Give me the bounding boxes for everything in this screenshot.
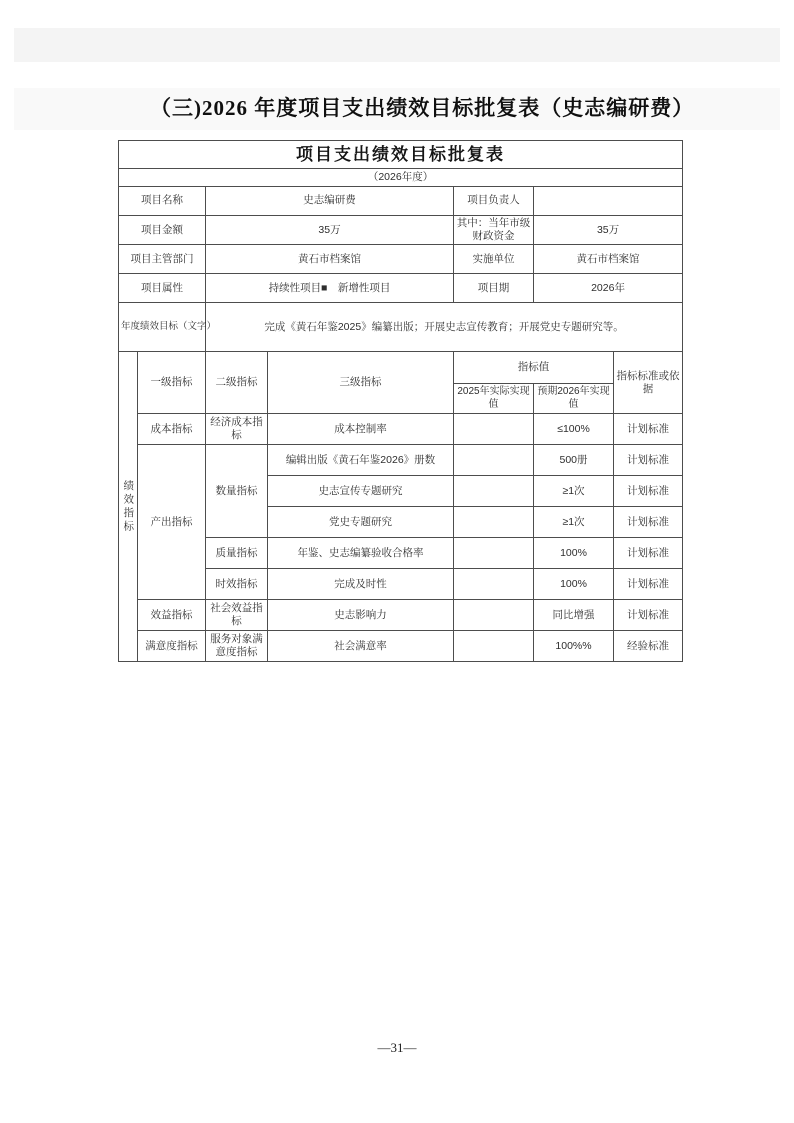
value-2025 xyxy=(454,600,534,631)
table-row xyxy=(119,600,683,631)
standard-cell: 计划标准 xyxy=(614,507,683,538)
indicator-l3: 编辑出版《黄石年鉴2026》册数 xyxy=(268,445,454,476)
value-2026: 100%% xyxy=(534,631,614,662)
table-row xyxy=(119,187,683,216)
indicator-l2: 服务对象满意度指标 xyxy=(206,631,268,662)
indicator-l2: 数量指标 xyxy=(206,445,268,538)
table-row xyxy=(119,445,683,476)
city-fund-value: 35万 xyxy=(534,216,683,245)
value-2026: 同比增强 xyxy=(534,600,614,631)
indicator-l1: 成本指标 xyxy=(138,414,206,445)
table-subtitle: （2026年度） xyxy=(119,169,683,187)
value-2025 xyxy=(454,569,534,600)
project-period-label: 项目期 xyxy=(454,274,534,303)
side-label-cell xyxy=(119,352,138,662)
value-2025 xyxy=(454,507,534,538)
standard-cell: 计划标准 xyxy=(614,538,683,569)
city-fund-label: 其中：当年市级财政资金 xyxy=(454,216,534,245)
table-row xyxy=(119,303,683,352)
side-label-performance-indicators: 绩效指标 xyxy=(122,479,135,534)
indicator-l2: 时效指标 xyxy=(206,569,268,600)
standard-cell: 计划标准 xyxy=(614,569,683,600)
table-row xyxy=(119,414,683,445)
project-name-value: 史志编研费 xyxy=(206,187,454,216)
indicator-l3: 年鉴、史志编纂验收合格率 xyxy=(268,538,454,569)
header-value-group: 指标值 xyxy=(454,352,614,384)
section-heading: （三)2026 年度项目支出绩效目标批复表（史志编研费） xyxy=(150,96,695,120)
header-level3: 三级指标 xyxy=(268,352,454,414)
project-amount-value: 35万 xyxy=(206,216,454,245)
project-leader-value xyxy=(534,187,683,216)
value-2025 xyxy=(454,631,534,662)
header-level2: 二级指标 xyxy=(206,352,268,414)
indicator-l2: 社会效益指标 xyxy=(206,600,268,631)
value-2025 xyxy=(454,445,534,476)
annual-goal-label: 年度绩效目标（文字） xyxy=(119,303,206,352)
indicator-l2: 质量指标 xyxy=(206,538,268,569)
scan-artifact-band xyxy=(14,28,780,62)
indicator-l3: 社会满意率 xyxy=(268,631,454,662)
indicator-l1: 产出指标 xyxy=(138,445,206,600)
impl-unit-label: 实施单位 xyxy=(454,245,534,274)
value-2026: ≥1次 xyxy=(534,507,614,538)
table-row xyxy=(119,274,683,303)
project-leader-label: 项目负责人 xyxy=(454,187,534,216)
standard-cell: 经验标准 xyxy=(614,631,683,662)
table-header-row xyxy=(119,352,683,384)
indicator-l3: 史志宣传专题研究 xyxy=(268,476,454,507)
standard-cell: 计划标准 xyxy=(614,600,683,631)
value-2026: 100% xyxy=(534,538,614,569)
standard-cell: 计划标准 xyxy=(614,414,683,445)
header-level1: 一级指标 xyxy=(138,352,206,414)
dept-value: 黄石市档案馆 xyxy=(206,245,454,274)
performance-target-table xyxy=(118,140,682,662)
dept-label: 项目主管部门 xyxy=(119,245,206,274)
indicator-l3: 史志影响力 xyxy=(268,600,454,631)
impl-unit-value: 黄石市档案馆 xyxy=(534,245,683,274)
table-row xyxy=(119,216,683,245)
indicator-l3: 党史专题研究 xyxy=(268,507,454,538)
value-2026: ≥1次 xyxy=(534,476,614,507)
value-2025 xyxy=(454,414,534,445)
table-title: 项目支出绩效目标批复表 xyxy=(119,141,683,169)
standard-cell: 计划标准 xyxy=(614,476,683,507)
page-number: —31— xyxy=(377,1040,417,1055)
value-2025 xyxy=(454,538,534,569)
indicator-l3: 完成及时性 xyxy=(268,569,454,600)
value-2026: 100% xyxy=(534,569,614,600)
header-standard: 指标标准或依据 xyxy=(614,352,683,414)
indicator-l3: 成本控制率 xyxy=(268,414,454,445)
annual-goal-value: 完成《黄石年鉴2025》编纂出版；开展史志宣传教育；开展党史专题研究等。 xyxy=(206,303,683,352)
standard-cell: 计划标准 xyxy=(614,445,683,476)
project-period-value: 2026年 xyxy=(534,274,683,303)
header-actual-2025: 2025年实际实现值 xyxy=(454,384,534,414)
table-row xyxy=(119,631,683,662)
value-2025 xyxy=(454,476,534,507)
value-2026: ≤100% xyxy=(534,414,614,445)
indicator-l1: 满意度指标 xyxy=(138,631,206,662)
project-attr-value: 持续性项目■ 新增性项目 xyxy=(206,274,454,303)
indicator-l2: 经济成本指标 xyxy=(206,414,268,445)
header-expected-2026: 预期2026年实现值 xyxy=(534,384,614,414)
table-row xyxy=(119,245,683,274)
indicator-l1: 效益指标 xyxy=(138,600,206,631)
value-2026: 500册 xyxy=(534,445,614,476)
project-name-label: 项目名称 xyxy=(119,187,206,216)
project-amount-label: 项目金额 xyxy=(119,216,206,245)
project-attr-label: 项目属性 xyxy=(119,274,206,303)
